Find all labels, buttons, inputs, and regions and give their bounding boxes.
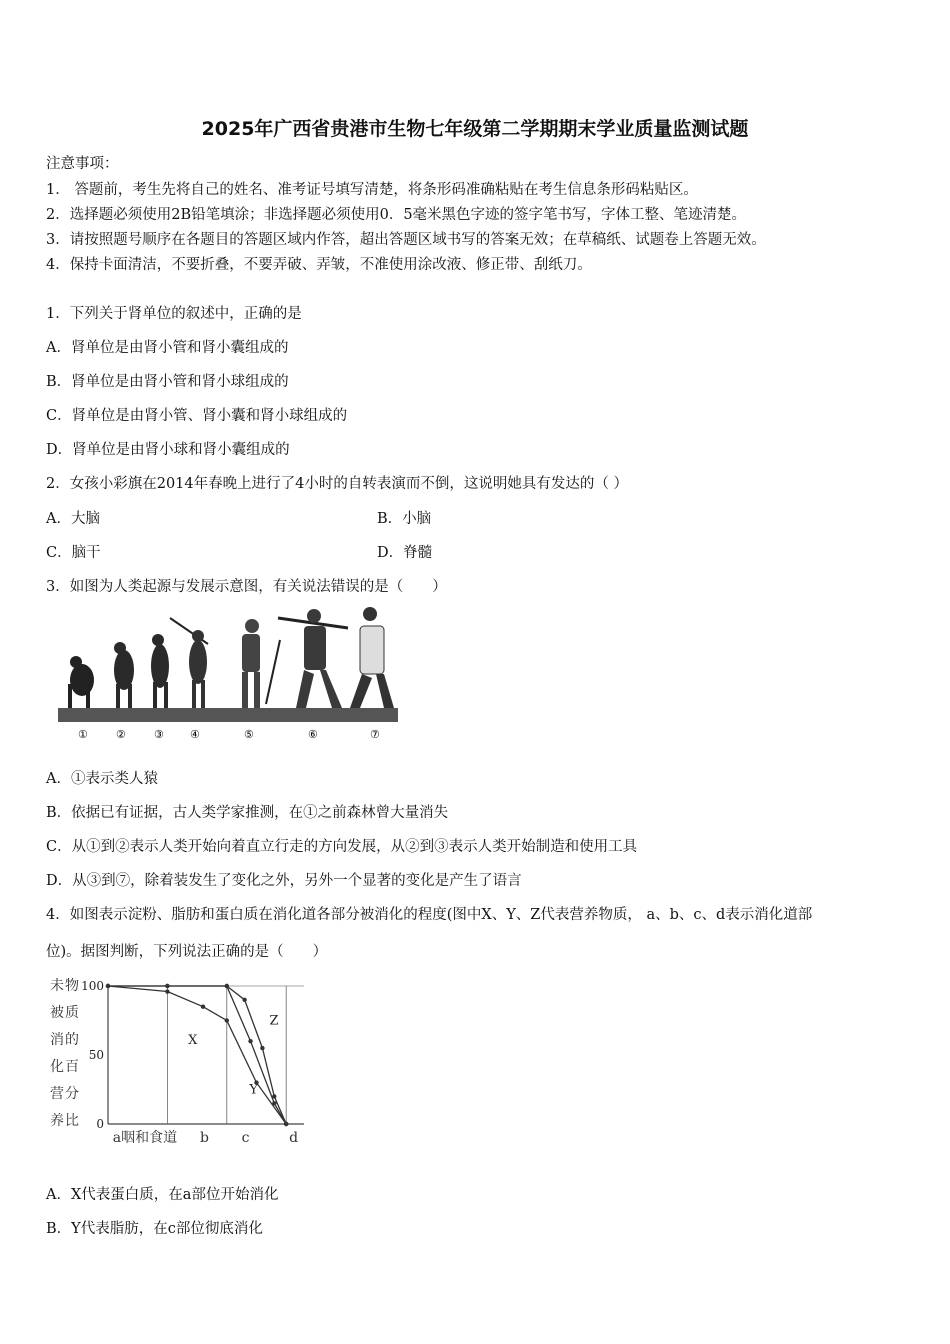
figure-label: ⑤: [244, 728, 254, 741]
human-evolution-figure: [58, 604, 398, 746]
y-label-char: 质: [65, 1005, 79, 1021]
x-tick-label: d: [289, 1130, 299, 1146]
x-labels: [113, 1130, 298, 1146]
option: B．小脑: [377, 511, 432, 527]
y-label-char: 消: [50, 1032, 64, 1048]
question-stem: 4．如图表示淀粉、脂肪和蛋白质在消化道各部分被消化的程度(图中X、Y、Z代表营养物质， a、b、c、d表示消化道部: [46, 907, 813, 923]
digestion-chart: [46, 972, 316, 1152]
question-stem: 3．如图为人类起源与发展示意图，有关说法错误的是（ ）: [46, 579, 447, 595]
data-point-z: [106, 984, 110, 988]
option: D．肾单位是由肾小球和肾小囊组成的: [46, 442, 290, 458]
data-point-z: [165, 984, 169, 988]
y-axis-label: [50, 977, 79, 1129]
data-point-y: [272, 1101, 276, 1105]
series-label-x: X: [188, 1032, 198, 1048]
y-tick-label: 50: [88, 1048, 104, 1062]
notice-heading: 注意事项：: [46, 156, 119, 172]
option: A．X代表蛋白质，在a部位开始消化: [46, 1187, 279, 1203]
data-point-x: [201, 1005, 205, 1009]
y-label-char: 的: [65, 1032, 79, 1048]
y-ticks: [81, 979, 104, 1131]
option: A．肾单位是由肾小管和肾小囊组成的: [46, 340, 289, 356]
option: D．脊髓: [377, 545, 433, 561]
figure-label: ④: [190, 728, 200, 741]
y-label-char: 物: [65, 978, 79, 994]
series-label-y: Y: [249, 1082, 258, 1098]
series-label-z: Z: [269, 1013, 279, 1029]
notice-item: 2．选择题必须使用2B铅笔填涂；非选择题必须使用0．5毫米黑色字迹的签字笔书写，字体工整、笔迹清楚。: [46, 207, 747, 223]
data-point-z: [225, 984, 229, 988]
option: C．从①到②表示人类开始向着直立行走的方向发展，从②到③表示人类开始制造和使用工具: [46, 839, 638, 855]
data-point-z: [242, 998, 246, 1002]
figure-label: ⑦: [370, 728, 380, 741]
notice-item: 4．保持卡面清洁，不要折叠，不要弄破、弄皱，不准使用涂改液、修正带、刮纸刀。: [46, 257, 592, 273]
x-tick-label: c: [241, 1130, 250, 1146]
y-label-char: 比: [65, 1113, 79, 1129]
y-label-char: 养: [50, 1113, 64, 1129]
figure-7: [350, 607, 394, 708]
question-stem: 2．女孩小彩旗在2014年春晚上进行了4小时的自转表演而不倒，这说明她具有发达的（ ）: [46, 476, 628, 492]
ground: [58, 708, 398, 722]
figure-1-ape: [68, 656, 94, 708]
y-label-char: 营: [50, 1086, 64, 1102]
x-tick-label: a咽和食道: [112, 1130, 178, 1146]
option: A．①表示类人猿: [46, 771, 158, 787]
series-line-z: [108, 986, 286, 1124]
option: B．肾单位是由肾小管和肾小球组成的: [46, 374, 289, 390]
option: B．依据已有证据，古人类学家推测，在①之前森林曾大量消失: [46, 805, 449, 821]
figure-label: ①: [78, 728, 88, 741]
y-label-char: 未: [50, 978, 64, 994]
x-tick-label: b: [200, 1130, 210, 1146]
figure-label: ②: [116, 728, 126, 741]
y-label-char: 分: [65, 1086, 79, 1102]
option: A．大脑: [46, 511, 100, 527]
data-point-z: [260, 1046, 264, 1050]
question-stem: 位)。据图判断，下列说法正确的是（ ）: [46, 944, 328, 960]
option: D．从③到⑦，除着装发生了变化之外，另外一个显著的变化是产生了语言: [46, 873, 522, 889]
y-label-char: 化: [50, 1059, 64, 1075]
y-tick-label: 100: [81, 979, 104, 993]
chart-series: [106, 984, 289, 1126]
figure-label: ③: [154, 728, 164, 741]
y-tick-label: 0: [96, 1117, 104, 1131]
figure-3: [151, 634, 169, 708]
y-label-char: 被: [50, 1005, 64, 1021]
y-label-char: 百: [65, 1059, 79, 1075]
page-title: 2025年广西省贵港市生物七年级第二学期期末学业质量监测试题: [201, 118, 749, 140]
notice-item: 3．请按照题号顺序在各题目的答题区域内作答，超出答题区域书写的答案无效；在草稿纸、试题卷上答题无效。: [46, 232, 766, 248]
figure-6: [278, 609, 348, 708]
data-point-z: [272, 1094, 276, 1098]
figure-4: [170, 618, 208, 708]
figure-5: [242, 619, 280, 708]
figure-2: [114, 642, 134, 708]
option: B．Y代表脂肪，在c部位彻底消化: [46, 1221, 263, 1237]
figure-label: ⑥: [308, 728, 318, 741]
data-point-x: [225, 1018, 229, 1022]
data-point-x: [165, 989, 169, 993]
option: C．肾单位是由肾小管、肾小囊和肾小球组成的: [46, 408, 348, 424]
data-point-y: [248, 1039, 252, 1043]
notice-item: 1． 答题前，考生先将自己的姓名、准考证号填写清楚，将条形码准确粘贴在考生信息条形码粘贴区。: [46, 182, 698, 198]
question-stem: 1．下列关于肾单位的叙述中，正确的是: [46, 306, 302, 322]
data-point-z: [284, 1122, 288, 1126]
series-line-y: [108, 986, 286, 1124]
series-line-x: [108, 986, 286, 1124]
option: C．脑干: [46, 545, 101, 561]
